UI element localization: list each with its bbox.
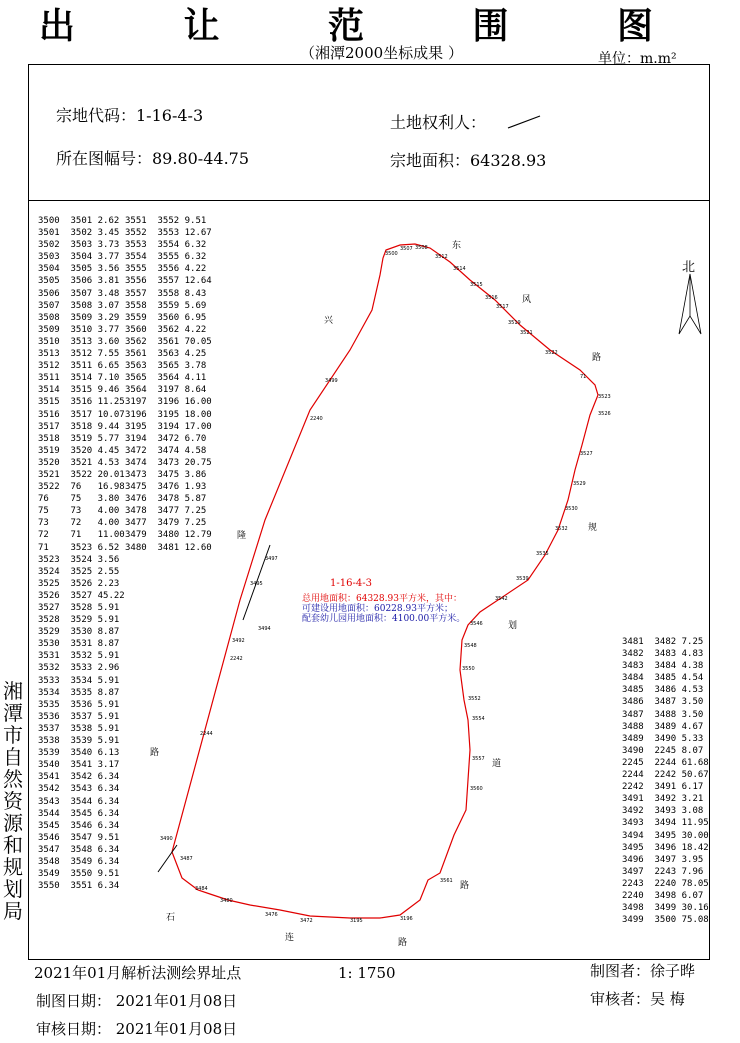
svg-text:3472: 3472	[300, 918, 313, 924]
svg-text:3495: 3495	[250, 581, 263, 587]
table-row: 3560 3562 4.22	[125, 324, 207, 335]
svg-text:3514: 3514	[453, 266, 466, 272]
table-row: 3549 3550 9.51	[38, 869, 120, 880]
table-row: 3545 3546 6.34	[38, 820, 120, 831]
road-label: 风	[522, 295, 532, 305]
table-row: 3480 3481 12.60	[125, 542, 212, 553]
svg-text:3552: 3552	[468, 696, 481, 702]
table-row: 3516 3517 10.07	[38, 409, 125, 420]
table-row: 3509 3510 3.77	[38, 324, 120, 335]
svg-text:2242: 2242	[230, 656, 243, 662]
table-row: 3506 3507 3.48	[38, 288, 120, 299]
table-row: 3557 3558 8.43	[125, 288, 207, 299]
svg-text:3546: 3546	[470, 621, 483, 627]
table-row: 3486 3487 3.50	[622, 697, 704, 708]
table-row: 3196 3195 18.00	[125, 409, 212, 420]
table-row: 3513 3512 7.55	[38, 349, 120, 360]
check-date: 审核日期： 2021年01月08日	[36, 1020, 238, 1038]
svg-text:3523: 3523	[598, 394, 611, 400]
table-row: 2245 2244 61.68	[622, 757, 709, 768]
boundary-table-left	[38, 215, 125, 892]
svg-text:3490: 3490	[160, 836, 173, 842]
svg-text:71: 71	[580, 374, 587, 380]
table-row: 3522 76 16.98	[38, 482, 125, 493]
table-row: 3493 3494 11.95	[622, 818, 709, 829]
road-label: 规	[588, 523, 598, 533]
table-row: 3559 3560 6.95	[125, 312, 207, 323]
svg-text:3195: 3195	[350, 918, 363, 924]
svg-text:3539: 3539	[516, 576, 529, 582]
table-row: 3484 3485 4.54	[622, 673, 704, 684]
table-row: 3479 3480 12.79	[125, 530, 212, 541]
table-row: 3503 3504 3.77	[38, 252, 120, 263]
table-row: 3551 3552 9.51	[125, 216, 207, 226]
kindergarten-area-label: 配套幼儿园用地面积：4100.00平方米。	[302, 614, 466, 624]
svg-text:3526: 3526	[598, 411, 611, 417]
svg-text:2240: 2240	[310, 416, 323, 422]
road-label: 路	[398, 938, 408, 948]
scale-label: 1: 1750	[338, 964, 396, 982]
table-row: 3523 3524 3.56	[38, 554, 120, 565]
table-row: 3473 3475 3.86	[125, 469, 207, 480]
table-row: 3541 3542 6.34	[38, 772, 120, 783]
table-row: 3474 3473 20.75	[125, 457, 212, 468]
table-row: 3540 3541 3.17	[38, 760, 120, 771]
table-row: 3501 3502 3.45	[38, 228, 120, 239]
svg-text:3542: 3542	[495, 596, 508, 602]
table-row: 71 3523 6.52	[38, 542, 120, 553]
parcel-boundary	[172, 244, 598, 918]
table-row: 3530 3531 8.87	[38, 639, 120, 650]
road-label: 隆	[237, 531, 247, 541]
parcel-map	[150, 200, 630, 960]
total-area-label: 总用地面积：64328.93平方米，其中：	[302, 594, 462, 604]
table-row: 3476 3478 5.87	[125, 494, 207, 505]
north-arrow-icon	[675, 272, 705, 338]
svg-text:3499: 3499	[325, 378, 338, 384]
svg-text:3494: 3494	[258, 626, 271, 632]
svg-text:3560: 3560	[470, 786, 483, 792]
table-row: 3195 3194 17.00	[125, 421, 212, 432]
table-row: 3532 3533 2.96	[38, 663, 120, 674]
table-row: 3505 3506 3.81	[38, 276, 120, 287]
svg-text:3515: 3515	[470, 282, 483, 288]
table-row: 3548 3549 6.34	[38, 856, 120, 867]
table-row: 72 71 11.00	[38, 530, 125, 541]
table-row: 3490 2245 8.07	[622, 745, 704, 756]
table-row: 3521 3522 20.01	[38, 469, 125, 480]
table-row: 3481 3482 7.25	[622, 637, 704, 647]
table-row: 3527 3528 5.91	[38, 603, 120, 613]
svg-text:3484: 3484	[195, 886, 208, 892]
table-row: 3524 3525 2.55	[38, 566, 120, 577]
svg-text:3529: 3529	[573, 481, 586, 487]
table-row: 3526 3527 45.22	[38, 590, 125, 601]
boundary-table-right	[622, 636, 709, 926]
table-row: 3472 3474 4.58	[125, 445, 207, 456]
table-row: 3561 3563 4.25	[125, 349, 207, 360]
svg-text:2244: 2244	[200, 731, 213, 737]
svg-text:3487: 3487	[180, 856, 193, 862]
table-row: 3494 3495 30.00	[622, 830, 709, 841]
svg-text:3497: 3497	[265, 556, 278, 562]
coordinate-system: （湘潭2000坐标成果 ）	[300, 44, 463, 62]
table-row: 75 73 4.00	[38, 506, 120, 517]
table-row: 3504 3505 3.56	[38, 264, 120, 275]
unit-label: 单位：m.m²	[598, 51, 677, 67]
svg-text:3476: 3476	[265, 912, 278, 918]
table-row: 3543 3544 6.34	[38, 796, 120, 807]
table-row: 3500 3501 2.62	[38, 216, 120, 226]
table-row: 3483 3484 4.38	[622, 661, 704, 672]
table-row: 2240 3498 6.07	[622, 890, 704, 901]
table-row: 3477 3479 7.25	[125, 518, 207, 529]
table-row: 3563 3565 3.78	[125, 361, 207, 372]
drawer-label: 制图者：徐子晔	[590, 962, 696, 980]
table-row: 3197 3196 16.00	[125, 397, 212, 408]
svg-text:3512: 3512	[435, 254, 448, 260]
table-row: 3485 3486 4.53	[622, 685, 704, 696]
map-sheet-number: 所在图幅号：89.80-44.75	[56, 149, 250, 168]
table-row: 3518 3519 5.77	[38, 433, 120, 444]
table-row: 3510 3513 3.60	[38, 336, 120, 347]
owner-dash-mark	[505, 112, 545, 132]
table-row: 3547 3548 6.34	[38, 844, 120, 855]
table-row: 3533 3534 5.91	[38, 675, 120, 686]
svg-text:3550: 3550	[462, 666, 475, 672]
table-row: 73 72 4.00	[38, 518, 120, 529]
buildable-area-label: 可建设用地面积：60228.93平方米；	[302, 604, 453, 614]
table-row: 3539 3540 6.13	[38, 748, 120, 759]
table-row: 3517 3518 9.44	[38, 421, 120, 432]
table-row: 2244 2242 50.67	[622, 770, 709, 781]
table-row: 3536 3537 5.91	[38, 711, 120, 722]
table-row: 3507 3508 3.07	[38, 300, 120, 311]
svg-text:3492: 3492	[232, 638, 245, 644]
side-org-label: 湘潭市自然资源和规划局	[3, 679, 23, 923]
road-label: 划	[508, 621, 518, 631]
table-row: 2243 2240 78.05	[622, 878, 709, 889]
table-row: 3558 3559 5.69	[125, 300, 207, 311]
table-row: 3520 3521 4.53	[38, 457, 120, 468]
svg-text:3557: 3557	[472, 756, 485, 762]
table-row: 3538 3539 5.91	[38, 736, 120, 747]
svg-text:3516: 3516	[485, 295, 498, 301]
road-label: 石	[166, 913, 176, 923]
svg-text:3522: 3522	[545, 350, 558, 356]
table-row: 2242 3491 6.17	[622, 782, 704, 793]
table-row: 76 75 3.80	[38, 494, 120, 505]
table-row: 3546 3547 9.51	[38, 832, 120, 843]
road-label: 道	[492, 759, 502, 769]
table-row: 3554 3555 6.32	[125, 252, 207, 263]
table-row: 3514 3515 9.46	[38, 385, 120, 396]
road-label: 连	[285, 933, 295, 943]
svg-text:3521: 3521	[520, 330, 533, 336]
parcel-area: 宗地面积：64328.93	[390, 151, 547, 170]
table-row: 3491 3492 3.21	[622, 794, 704, 805]
table-row: 3497 2243 7.96	[622, 866, 704, 877]
table-row: 3552 3553 12.67	[125, 228, 212, 239]
table-row: 3553 3554 6.32	[125, 240, 207, 251]
table-row: 3489 3490 5.33	[622, 733, 704, 744]
road-label: 路	[460, 881, 470, 891]
svg-text:3196: 3196	[400, 916, 413, 922]
road-label: 路	[150, 748, 160, 758]
north-label: 北	[682, 260, 696, 275]
table-row: 3515 3516 11.25	[38, 397, 125, 408]
table-row: 3537 3538 5.91	[38, 723, 120, 734]
svg-text:3527: 3527	[580, 451, 593, 457]
table-row: 3564 3197 8.64	[125, 385, 207, 396]
svg-text:3535: 3535	[536, 551, 549, 557]
table-row: 3495 3496 18.42	[622, 842, 709, 853]
table-row: 3550 3551 6.34	[38, 881, 120, 892]
table-row: 3482 3483 4.83	[622, 649, 704, 660]
checker-label: 审核者：吴 梅	[590, 990, 685, 1008]
svg-text:3554: 3554	[472, 716, 485, 722]
table-row: 3562 3561 70.05	[125, 336, 212, 347]
parcel-code: 宗地代码：1-16-4-3	[56, 106, 204, 125]
svg-text:3480: 3480	[220, 898, 233, 904]
table-row: 3508 3509 3.29	[38, 312, 120, 323]
table-row: 3496 3497 3.95	[622, 854, 704, 865]
table-row: 3478 3477 7.25	[125, 506, 207, 517]
table-row: 3555 3556 4.22	[125, 264, 207, 275]
table-row: 3544 3545 6.34	[38, 808, 120, 819]
survey-note: 2021年01月解析法测绘界址点	[34, 964, 242, 982]
table-row: 3519 3520 4.45	[38, 445, 120, 456]
map-title: 出 让 范 围 图	[38, 5, 702, 47]
table-row: 3498 3499 30.16	[622, 903, 709, 914]
road-label: 兴	[324, 316, 334, 326]
svg-text:3517: 3517	[496, 304, 509, 310]
point-labels	[160, 245, 611, 924]
table-row: 3531 3532 5.91	[38, 651, 120, 662]
svg-text:3548: 3548	[464, 643, 477, 649]
svg-text:3561: 3561	[440, 878, 453, 884]
draw-date: 制图日期： 2021年01月08日	[36, 992, 238, 1010]
table-row: 3475 3476 1.93	[125, 482, 207, 493]
svg-text:3532: 3532	[555, 526, 568, 532]
svg-text:3519: 3519	[508, 320, 521, 326]
table-row: 3542 3543 6.34	[38, 784, 120, 795]
table-row: 3488 3489 4.67	[622, 721, 704, 732]
svg-text:3530: 3530	[565, 506, 578, 512]
table-row: 3556 3557 12.64	[125, 276, 212, 287]
table-row: 3512 3511 6.65	[38, 361, 120, 372]
svg-text:3507: 3507	[400, 246, 413, 252]
table-row: 3528 3529 5.91	[38, 615, 120, 626]
svg-text:3508: 3508	[415, 245, 428, 251]
parcel-id-label: 1-16-4-3	[330, 578, 372, 589]
svg-text:3500: 3500	[385, 251, 398, 257]
table-row: 3525 3526 2.23	[38, 578, 120, 589]
table-row: 3499 3500 75.08	[622, 915, 709, 926]
table-row: 3492 3493 3.08	[622, 806, 704, 817]
table-row: 3534 3535 8.87	[38, 687, 120, 698]
table-row: 3502 3503 3.73	[38, 240, 120, 251]
table-row: 3535 3536 5.91	[38, 699, 120, 710]
table-row: 3565 3564 4.11	[125, 373, 207, 384]
table-row: 3529 3530 8.87	[38, 627, 120, 638]
table-row: 3511 3514 7.10	[38, 373, 120, 384]
road-label: 路	[592, 353, 602, 363]
table-row: 3487 3488 3.50	[622, 709, 704, 720]
land-owner: 土地权利人：	[390, 113, 487, 132]
road-label: 东	[452, 241, 462, 251]
table-row: 3194 3472 6.70	[125, 433, 207, 444]
